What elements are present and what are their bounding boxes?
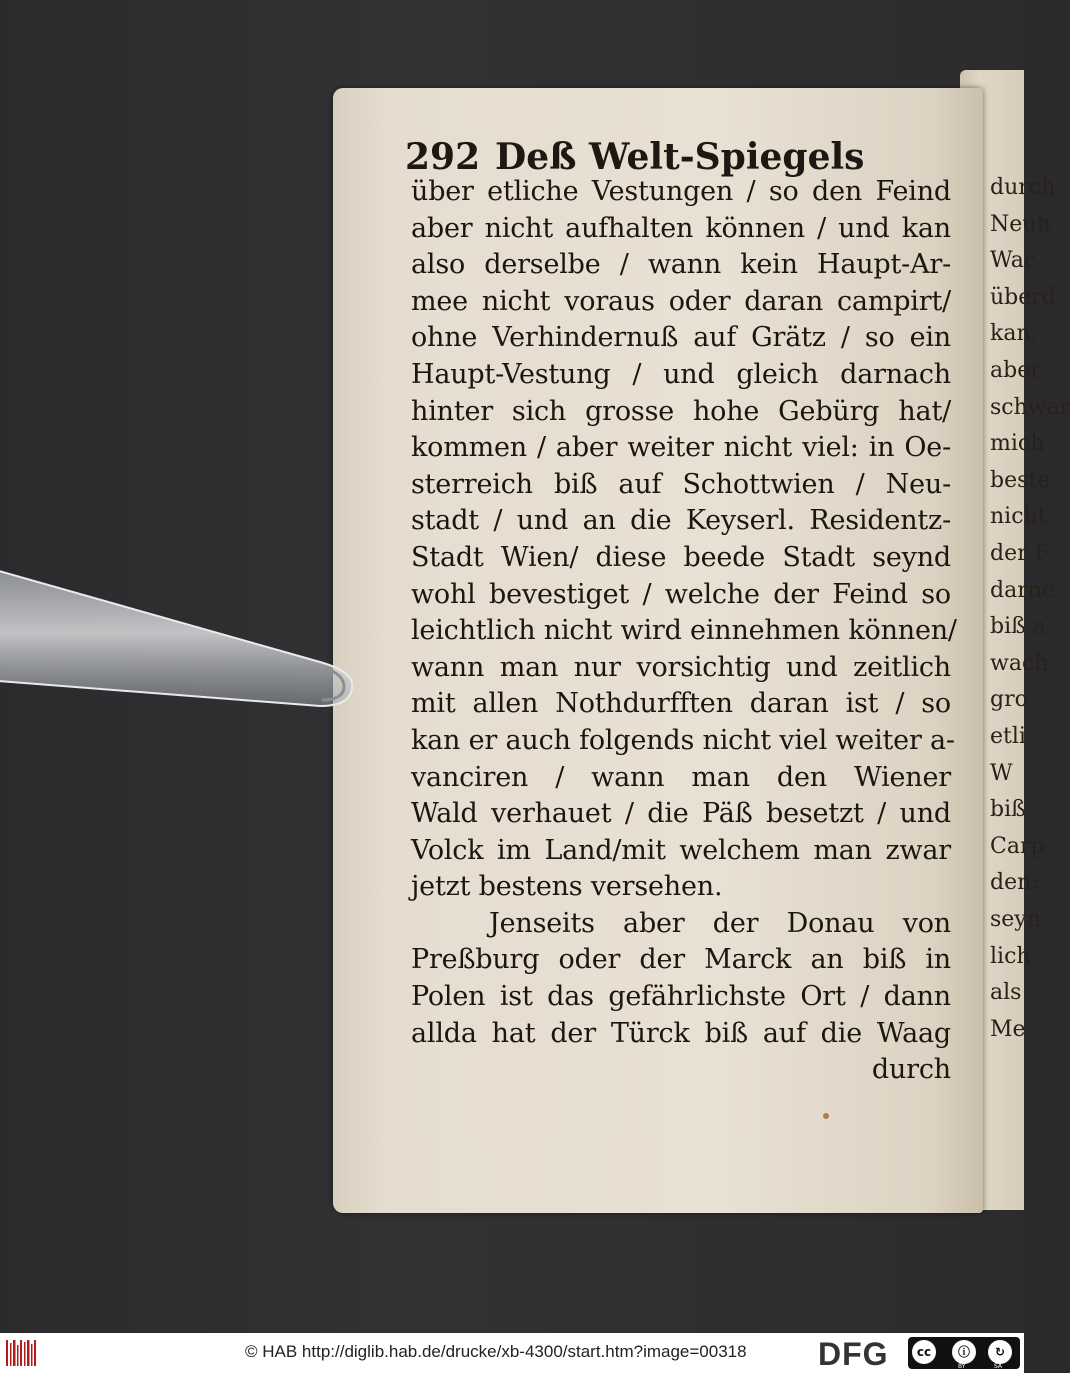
- facing-page-fragment: beste: [990, 467, 1051, 493]
- text-line: Polen ist das gefährlichste Ort / dann: [411, 981, 951, 1013]
- facing-page-fragment: nicht: [990, 504, 1047, 530]
- by-icon: ⓘ: [952, 1340, 976, 1364]
- book-page: [333, 88, 983, 1213]
- text-line: jetzt bestens versehen.: [411, 871, 723, 903]
- text-line: kommen / aber weiter nicht viel: in Oe-: [411, 432, 951, 464]
- facing-page-fragment: wach: [990, 650, 1049, 676]
- facing-page-fragment: biß: [990, 797, 1026, 823]
- text-line: wann man nur vorsichtig und zeitlich: [411, 651, 951, 683]
- text-line: Wald verhauet / die Päß besetzt / und: [411, 798, 951, 830]
- by-label: BY: [958, 1363, 966, 1370]
- text-line: Volck im Land/mit welchem man zwar: [411, 834, 951, 866]
- dfg-logo: DFG: [818, 1336, 889, 1372]
- facing-page-fragment: aber: [990, 358, 1041, 383]
- text-line: vanciren / wann man den Wiener: [411, 761, 951, 793]
- glass-pointer: [0, 560, 380, 710]
- facing-page-fragment: den:: [990, 870, 1039, 896]
- page-number: 292: [405, 136, 481, 178]
- facing-page-fragment: als: [990, 980, 1022, 1006]
- text-line: Jenseits aber der Donau von: [489, 907, 951, 939]
- text-line: leichtlich nicht wird einnehmen können/: [411, 615, 957, 647]
- sa-icon: ↻: [988, 1340, 1012, 1364]
- text-line: sterreich biß auf Schottwien / Neu-: [411, 468, 951, 500]
- facing-page-fragment: durch: [990, 175, 1056, 200]
- text-line: Stadt Wien/ diese beede Stadt seynd: [411, 541, 951, 573]
- ink-spot: [823, 1113, 829, 1119]
- text-line: kan er auch folgends nicht viel weiter a-: [411, 724, 955, 756]
- text-line: ohne Verhindernuß auf Grätz / so ein: [411, 322, 951, 354]
- facing-page-fragment: Me: [990, 1016, 1026, 1042]
- facing-page-fragment: Carp: [990, 833, 1045, 859]
- text-line: Haupt-Vestung / und gleich darnach: [411, 358, 951, 390]
- footer-link[interactable]: © HAB http://diglib.hab.de/drucke/xb-4300/start.htm?image=00318: [245, 1342, 747, 1361]
- catchword: durch: [871, 1054, 951, 1086]
- cc-icon: cc: [912, 1340, 936, 1364]
- facing-page-fragment: überd: [990, 284, 1056, 310]
- text-line: stadt / und an die Keyserl. Residentz-: [411, 505, 951, 537]
- cc-license-badge[interactable]: [908, 1337, 1020, 1369]
- facing-page-fragment: mich: [990, 431, 1045, 457]
- text-line: hinter sich grosse hohe Gebürg hat/: [411, 395, 951, 427]
- text-line: Preßburg oder der Marck an biß in: [411, 944, 951, 976]
- facing-page-fragment: gro: [990, 687, 1028, 713]
- facing-page-fragment: darnc: [990, 577, 1055, 603]
- facing-page-fragment: lich: [990, 943, 1031, 969]
- facing-page-fragment: Neuh: [990, 211, 1051, 237]
- text-line: aber nicht aufhalten können / und kan: [411, 212, 951, 244]
- running-head-title: Deß Welt-Spiegels: [495, 136, 865, 178]
- footer-bar: [0, 1333, 1024, 1373]
- text-line: allda hat der Türck biß auf die Waag: [411, 1017, 951, 1049]
- facing-page-fragment: kan.: [990, 321, 1038, 347]
- facing-page-fragment: der F: [990, 541, 1050, 566]
- text-line: wohl bevestiget / welche der Feind so: [411, 578, 951, 610]
- facing-page-fragment: biß a: [990, 614, 1046, 640]
- facing-page-fragment: etli: [990, 724, 1026, 749]
- text-line: mit allen Nothdurfften daran ist / so: [411, 688, 951, 720]
- text-line: also derselbe / wann kein Haupt-Ar-: [411, 249, 951, 281]
- facing-page-fragment: Wac: [990, 248, 1037, 274]
- facing-page-fragment: schwar: [990, 394, 1070, 420]
- facing-page-fragment: seyn: [990, 907, 1041, 932]
- barcode-icon: [6, 1340, 36, 1366]
- running-header: [405, 136, 945, 176]
- text-line: über etliche Vestungen / so den Feind: [411, 176, 951, 207]
- sa-label: SA: [994, 1363, 1003, 1370]
- facing-page-fragment: W: [990, 760, 1013, 786]
- text-line: mee nicht voraus oder daran campirt/: [411, 285, 951, 317]
- body-text: [411, 174, 957, 1089]
